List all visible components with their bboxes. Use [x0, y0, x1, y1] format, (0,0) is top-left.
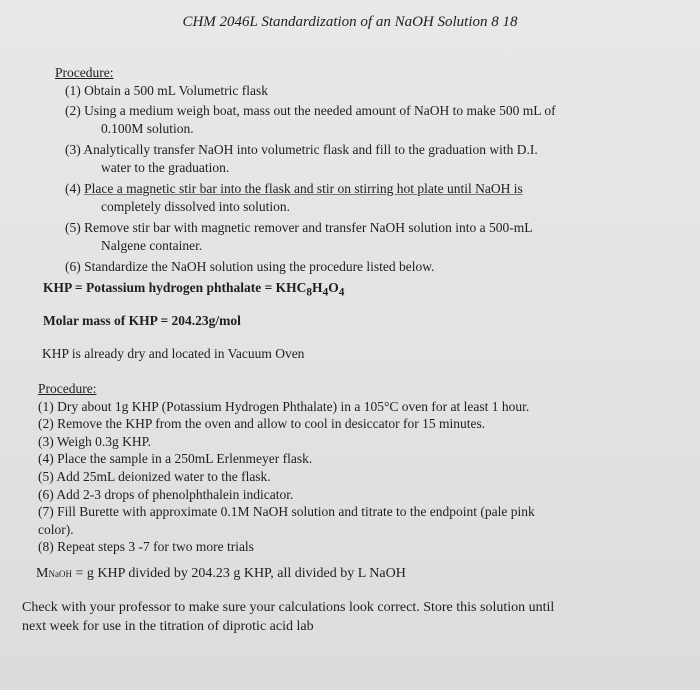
closing-note: Check with your professor to make sure your calculations look correct. Store this solution until next week for use in the titration of diprotic acid lab	[22, 600, 555, 634]
khp-definition: KHP = Potassium hydrogen phthalate = $KHC_8H_4O_4$	[43, 280, 345, 299]
naoh-procedure-section	[55, 64, 655, 276]
molarity-formula: MNaOH = g KHP divided by 204.23 g KHP, all divided by L NaOH	[36, 566, 406, 581]
procedure-step: (6) Standardize the NaOH solution using the procedure listed below.	[65, 259, 435, 274]
procedure-step: (3) Weigh 0.3g KHP.	[38, 433, 152, 449]
procedure-step: (2) Using a medium weigh boat, mass out the needed amount of NaOH to make 500 mL of 0.100M solution.	[65, 103, 556, 136]
khp-procedure-section	[38, 380, 658, 556]
procedure-step: (2) Remove the KHP from the oven and allow to cool in desiccator for 15 minutes.	[38, 416, 486, 432]
khp-storage-note: KHP is already dry and located in Vacuum Oven	[42, 346, 305, 361]
procedure-step: (1) Obtain a 500 mL Volumetric flask	[65, 83, 268, 98]
khp-molar-mass: Molar mass of KHP = 204.23g/mol	[43, 313, 241, 328]
procedure-step: (5) Add 25mL deionized water to the flask.	[38, 468, 271, 484]
procedure-step: (6) Add 2-3 drops of phenolphthalein indicator.	[38, 486, 294, 502]
procedure-step: (5) Remove stir bar with magnetic remover and transfer NaOH solution into a 500-mL Nalgene container.	[65, 220, 533, 253]
page-header: CHM 2046L Standardization of an NaOH Solution 8 18	[182, 14, 518, 30]
procedure-heading: Procedure:	[55, 65, 114, 80]
procedure-step: (4) Place a magnetic stir bar into the flask and stir on stirring hot plate until NaOH is completely dissolved into solution.	[65, 181, 523, 214]
procedure-step: (4) Place the sample in a 250mL Erlenmeyer flask.	[38, 451, 313, 467]
procedure-step: (1) Dry about 1g KHP (Potassium Hydrogen Phthalate) in a 105°C oven for at least 1 hour.	[38, 398, 530, 414]
procedure-step: color).	[38, 521, 74, 537]
procedure-step: (3) Analytically transfer NaOH into volumetric flask and fill to the graduation with D.I. water to the graduation.	[65, 142, 538, 175]
procedure-step: (7) Fill Burette with approximate 0.1M NaOH solution and titrate to the endpoint (pale pink	[38, 504, 535, 520]
procedure-step: (8) Repeat steps 3 -7 for two more trials	[38, 539, 254, 555]
procedure-heading: Procedure:	[38, 381, 97, 396]
